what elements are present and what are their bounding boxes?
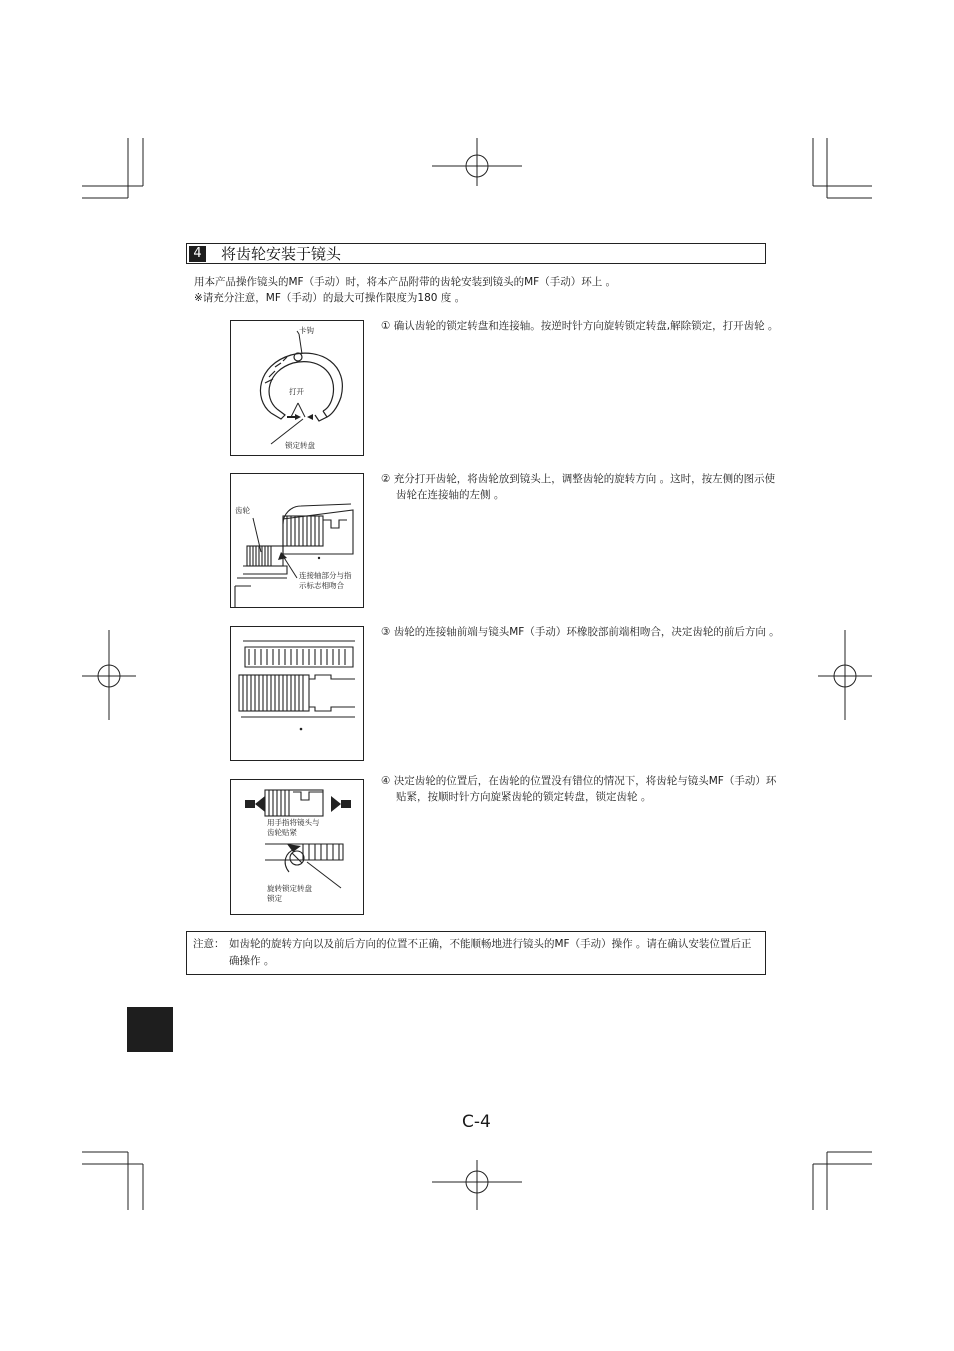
note-label: 注意： <box>193 938 225 950</box>
label-axis-align-1: 连接轴部分与指 <box>299 571 352 580</box>
label-lock-dial: 锁定转盘 <box>285 441 315 450</box>
figure-place-gear <box>230 473 364 608</box>
label-axis-align-2: 示标志相吻合 <box>299 581 344 590</box>
figure-open-gear <box>230 320 364 456</box>
label-press-finger-2: 齿轮贴紧 <box>267 828 297 837</box>
label-gear: 齿轮 <box>235 506 250 515</box>
note-text: 如齿轮的旋转方向以及前后方向的位置不正确，不能顺畅地进行镜头的MF（手动）操作 。请在确认安装位置后正确操作 。 <box>229 938 752 967</box>
label-press-finger-1: 用手指将镜头与 <box>267 818 320 827</box>
section-number: 4 <box>189 246 206 262</box>
step-1: ① 确认齿轮的锁定转盘和连接轴。按逆时针方向旋转锁定转盘,解除锁定，打开齿轮 。 <box>381 320 779 332</box>
label-turn-lock-1: 旋转锁定转盘 <box>267 884 312 893</box>
gear-lock-illustration <box>231 780 364 915</box>
figure-lock-gear <box>230 779 364 915</box>
note-box <box>186 931 766 975</box>
label-open: 打开 <box>289 387 304 396</box>
intro-line-1: 用本产品操作镜头的MF（手动）时，将本产品附带的齿轮安装到镜头的MF（手动）环上 。 <box>194 276 617 288</box>
page-number: C-4 <box>462 1112 491 1132</box>
figure-align-gear <box>230 626 364 761</box>
section-title: 将齿轮安装于镜头 <box>221 245 342 263</box>
step-3: ③ 齿轮的连接轴前端与镜头MF（手动）环橡胶部前端相吻合，决定齿轮的前后方向 。 <box>381 626 780 638</box>
gear-on-lens-illustration <box>231 474 364 608</box>
label-turn-lock-2: 锁定 <box>267 894 282 903</box>
gear-alignment-illustration <box>231 627 364 761</box>
chapter-tab <box>127 1007 173 1052</box>
intro-line-2: ※请充分注意，MF（手动）的最大可操作限度为180 度 。 <box>194 292 466 304</box>
label-hook: 卡钩 <box>299 326 314 335</box>
step-2: ② 充分打开齿轮，将齿轮放到镜头上，调整齿轮的旋转方向 。这时，按左侧的图示使齿轮在连接轴的左侧 。 <box>381 473 776 501</box>
section-header <box>186 243 766 264</box>
step-4: ④ 决定齿轮的位置后，在齿轮的位置没有错位的情况下，将齿轮与镜头MF（手动）环贴紧，按顺时针方向旋紧齿轮的锁定转盘，锁定齿轮 。 <box>381 775 777 803</box>
